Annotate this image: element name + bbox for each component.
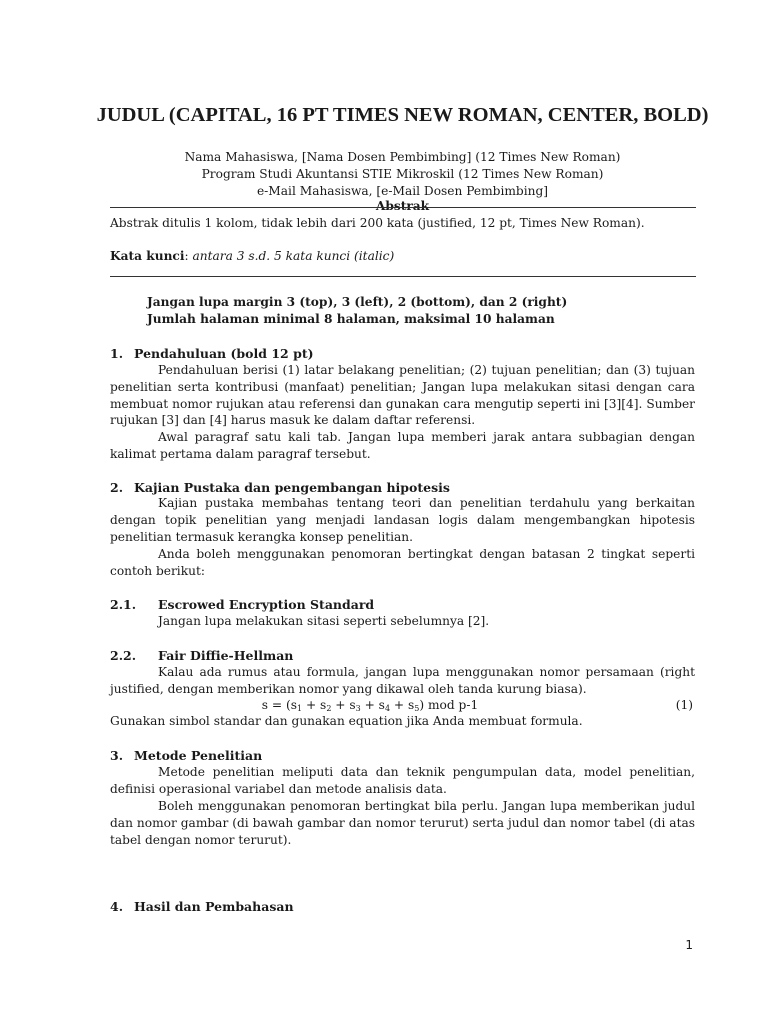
section-4-number: 4. <box>110 899 124 914</box>
section-2-2-heading <box>110 647 293 664</box>
paper-title: JUDUL (CAPITAL, 16 PT TIMES NEW ROMAN, CENTER, BOLD) <box>96 104 709 126</box>
note-page-count: Jumlah halaman minimal 8 halaman, maksimal 10 halaman <box>147 312 555 326</box>
affiliation: Program Studi Akuntansi STIE Mikroskil (12 Times New Roman) <box>201 167 604 181</box>
section-1-heading <box>110 345 314 362</box>
section-1-paragraph-1: Pendahuluan berisi (1) latar belakang penelitian; (2) tujuan penelitian; dan (3) tujuan penelitian serta kontribusi (manfaat) penelitian; Jangan lupa melakukan sitasi dengan cara membuat nomor rujukan atau referensi dan gunakan cara mengutip seperti ini [3][4]. Sumber rujukan [3] dan [4] harus masuk ke dalam daftar referensi. <box>110 363 695 428</box>
equation-row <box>110 697 695 714</box>
section-1-number: 1. <box>110 346 124 361</box>
section-1-paragraph-2: Awal paragraf satu kali tab. Jangan lupa memberi jarak antara subbagian dengan kalimat pertama dalam paragraf tersebut. <box>110 430 695 461</box>
equation: $s = (s_1 + s_2 + s_3 + s_4 + s_5)$ mod p-1 <box>261 698 479 713</box>
section-3-title: Metode Penelitian <box>134 748 263 763</box>
section-2-2-paragraph-2: Gunakan simbol standar dan gunakan equation jika Anda membuat formula. <box>110 714 583 728</box>
keywords-line <box>110 248 695 265</box>
keywords-separator: : <box>184 249 189 263</box>
section-2-1-title: Escrowed Encryption Standard <box>158 597 375 612</box>
section-3-number: 3. <box>110 748 124 763</box>
abstract-bottom-rule <box>110 276 696 277</box>
note-margin: Jangan lupa margin 3 (top), 3 (left), 2 (bottom), dan 2 (right) <box>147 295 568 309</box>
section-3-paragraph-1: Metode penelitian meliputi data dan teknik pengumpulan data, model penelitian, definisi operasional variabel dan metode analisis data. <box>110 765 695 796</box>
section-4-heading <box>110 898 294 915</box>
section-2-2-title: Fair Diffie-Hellman <box>158 648 294 663</box>
author-emails: e-Mail Mahasiswa, [e-Mail Dosen Pembimbing] <box>256 184 549 198</box>
abstract-heading: Abstrak <box>375 199 430 213</box>
section-2-1-number: 2.1. <box>110 597 137 612</box>
section-2-2-paragraph-1: Kalau ada rumus atau formula, jangan lupa menggunakan nomor persamaan (right justified, dengan memberikan nomor yang dikawal oleh tanda kurung biasa). <box>110 665 695 696</box>
page-number: 1 <box>685 938 693 952</box>
section-2-paragraph-2: Anda boleh menggunakan penomoran bertingkat dengan batasan 2 tingkat seperti contoh berikut: <box>110 547 695 578</box>
section-2-number: 2. <box>110 480 124 495</box>
section-2-1-heading <box>110 596 374 613</box>
section-2-1-paragraph: Jangan lupa melakukan sitasi seperti sebelumnya [2]. <box>158 614 490 628</box>
section-2-2-number: 2.2. <box>110 648 137 663</box>
abstract-top-rule <box>110 207 696 208</box>
section-4-title: Hasil dan Pembahasan <box>134 899 294 914</box>
abstract-text: Abstrak ditulis 1 kolom, tidak lebih dari 200 kata (justified, 12 pt, Times New Roman). <box>110 216 645 230</box>
keywords-label: Kata kunci <box>110 249 185 263</box>
section-2-paragraph-1: Kajian pustaka membahas tentang teori dan penelitian terdahulu yang berkaitan dengan topik penelitian yang menjadi landasan logis dalam mengembangkan hipotesis penelitian termasuk kerangka konsep penelitian. <box>110 496 695 544</box>
section-3-paragraph-2: Boleh menggunakan penomoran bertingkat bila perlu. Jangan lupa memberikan judul dan nomor gambar (di bawah gambar dan nomor terurut) serta judul dan nomor tabel (di atas tabel dengan nomor terurut). <box>110 799 695 847</box>
section-3-heading <box>110 747 262 764</box>
equation-number: (1) <box>675 698 693 712</box>
section-1-title: Pendahuluan (bold 12 pt) <box>134 346 314 361</box>
section-2-title: Kajian Pustaka dan pengembangan hipotesis <box>134 480 450 495</box>
author-names: Nama Mahasiswa, [Nama Dosen Pembimbing] (12 Times New Roman) <box>184 150 621 164</box>
section-2-heading <box>110 479 450 496</box>
keywords-text: antara 3 s.d. 5 kata kunci (italic) <box>192 249 395 263</box>
